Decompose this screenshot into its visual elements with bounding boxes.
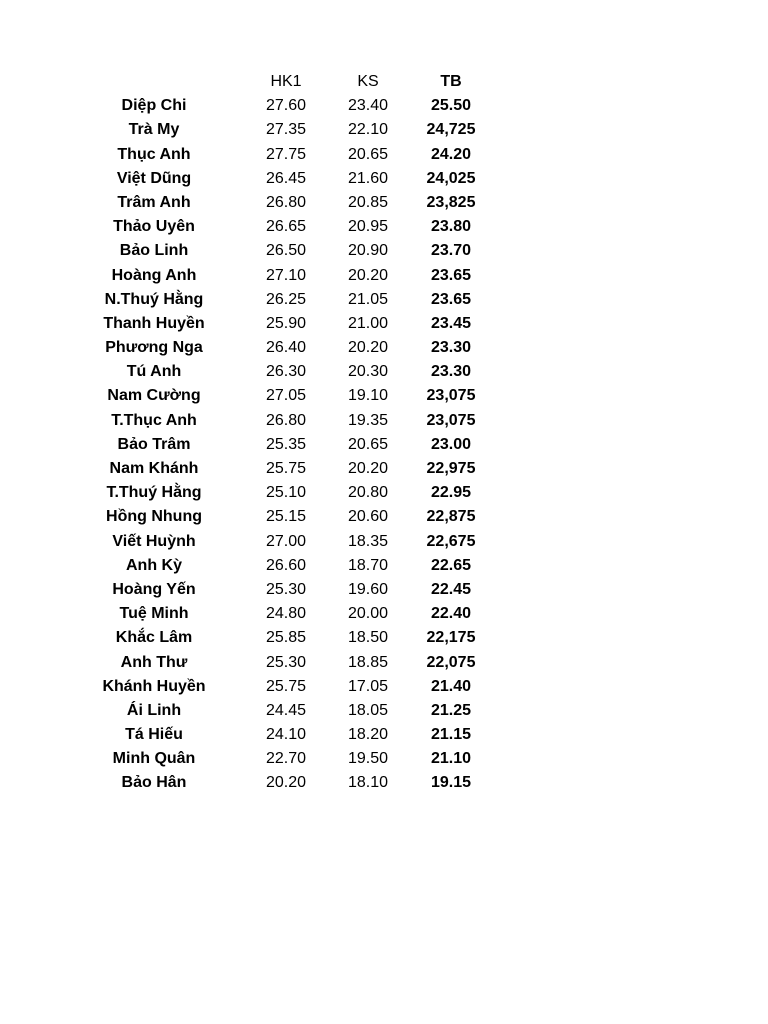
ks-score: 19.50 [347,750,389,768]
hk1-score: 24.45 [265,701,307,719]
tb-score: 22.65 [430,556,472,574]
tb-score: 23.45 [430,314,472,332]
tb-score: 22,875 [426,508,476,526]
ks-score: 18.20 [347,726,389,744]
student-name: Khánh Huyền [102,677,206,695]
student-name: Hồng Nhung [106,508,202,526]
ks-score: 20.90 [347,242,389,260]
tb-score: 23.80 [430,218,472,236]
hk1-score: 26.80 [265,193,307,211]
student-name: Hoàng Yến [112,580,196,598]
table-row [0,94,768,118]
student-name: Trâm Anh [117,193,191,211]
ks-score: 18.85 [347,653,389,671]
hk1-score: 25.30 [265,653,307,671]
tb-score: 22,975 [426,460,476,477]
student-name: Diệp Chi [121,97,187,115]
table-row [0,288,768,312]
header-hk1: HK1 [270,73,302,90]
ks-score: 21.60 [347,169,389,187]
hk1-score: 25.10 [265,484,307,502]
hk1-score: 27.00 [265,532,307,550]
hk1-score: 24.10 [265,726,307,744]
table-row [0,312,768,336]
header-tb: TB [440,73,462,90]
hk1-score: 27.35 [265,121,307,139]
header-ks: KS [357,73,379,90]
tb-score: 23.30 [430,339,472,357]
hk1-score: 26.30 [265,363,307,381]
table-row [0,143,768,167]
table-row [0,554,768,578]
student-name: Ái Linh [126,701,182,719]
hk1-score: 27.10 [265,266,307,284]
hk1-score: 25.30 [265,580,307,598]
score-table [0,70,768,796]
hk1-score: 25.75 [265,677,307,695]
hk1-score: 25.15 [265,508,307,526]
table-row [0,433,768,457]
ks-score: 20.80 [347,484,389,502]
student-name: Nam Khánh [109,460,199,477]
hk1-score: 26.60 [265,556,307,574]
hk1-score: 25.35 [265,435,307,453]
student-name: Nam Cường [107,387,201,405]
table-row [0,651,768,675]
tb-score: 21.40 [430,677,472,695]
tb-score: 23,825 [426,193,476,211]
hk1-score: 26.25 [265,290,307,308]
hk1-score: 25.75 [265,460,307,477]
ks-score: 20.65 [347,145,389,163]
table-row [0,699,768,723]
ks-score: 21.05 [347,290,389,308]
table-body [0,94,768,795]
tb-score: 23.65 [430,290,472,308]
student-name: Minh Quân [112,750,196,768]
tb-score: 25.50 [430,97,472,115]
table-row [0,384,768,408]
table-row [0,626,768,650]
student-name: Tuệ Minh [119,605,189,623]
student-name: Thảo Uyên [113,218,195,236]
tb-score: 23.70 [430,242,472,260]
hk1-score: 26.45 [265,169,307,187]
student-name: Thục Anh [117,145,191,163]
ks-score: 18.10 [347,774,389,792]
table-row [0,481,768,505]
tb-score: 22,075 [426,653,476,671]
table-row [0,360,768,384]
table-row [0,602,768,626]
table-row [0,723,768,747]
table-row [0,239,768,263]
table-row [0,771,768,795]
ks-score: 20.20 [347,460,389,477]
ks-score: 19.10 [347,387,389,405]
table-row [0,264,768,288]
hk1-score: 25.85 [265,629,307,647]
student-name: Phương Nga [105,339,203,357]
ks-score: 18.50 [347,629,389,647]
table-row [0,747,768,771]
table-row [0,118,768,142]
tb-score: 23.00 [430,435,472,453]
ks-score: 20.20 [347,339,389,357]
student-name: Anh Kỳ [126,556,182,574]
student-name: N.Thuý Hằng [104,290,204,308]
tb-score: 22,175 [426,629,476,647]
tb-score: 23.30 [430,363,472,381]
tb-score: 22.45 [430,580,472,598]
tb-score: 22,675 [426,532,476,550]
table-row [0,675,768,699]
student-name: Bảo Linh [119,242,189,260]
table-row [0,505,768,529]
table-row [0,336,768,360]
table-row [0,457,768,481]
ks-score: 20.95 [347,218,389,236]
table-header-row [0,70,768,94]
ks-score: 18.35 [347,532,389,550]
student-name: Hoàng Anh [111,266,197,284]
tb-score: 23,075 [426,411,476,429]
student-name: Tá Hiếu [125,726,183,744]
tb-score: 21.15 [430,726,472,744]
hk1-score: 27.60 [265,97,307,115]
ks-score: 18.70 [347,556,389,574]
ks-score: 20.00 [347,605,389,623]
table-row [0,578,768,602]
student-name: Trà My [128,121,180,139]
student-name: Tú Anh [126,363,182,381]
ks-score: 20.20 [347,266,389,284]
student-name: Anh Thư [120,653,188,671]
ks-score: 23.40 [347,97,389,115]
tb-score: 23.65 [430,266,472,284]
table-row [0,530,768,554]
ks-score: 20.65 [347,435,389,453]
table-row [0,167,768,191]
student-name: Khắc Lâm [115,629,193,647]
tb-score: 24,725 [426,121,476,139]
ks-score: 17.05 [347,677,389,695]
ks-score: 19.35 [347,411,389,429]
ks-score: 19.60 [347,580,389,598]
hk1-score: 26.50 [265,242,307,260]
table-row [0,409,768,433]
hk1-score: 24.80 [265,605,307,623]
hk1-score: 20.20 [265,774,307,792]
hk1-score: 22.70 [265,750,307,768]
tb-score: 23,075 [426,387,476,405]
tb-score: 19.15 [430,774,472,792]
hk1-score: 26.40 [265,339,307,357]
tb-score: 24,025 [426,169,476,187]
student-name: Việt Dũng [116,169,192,187]
tb-score: 24.20 [430,145,472,163]
table-row [0,191,768,215]
hk1-score: 25.90 [265,314,307,332]
student-name: T.Thục Anh [111,411,197,429]
ks-score: 20.85 [347,193,389,211]
hk1-score: 27.05 [265,387,307,405]
hk1-score: 27.75 [265,145,307,163]
tb-score: 22.95 [430,484,472,502]
table-row [0,215,768,239]
ks-score: 22.10 [347,121,389,139]
student-name: Thanh Huyền [103,314,205,332]
student-name: T.Thuý Hằng [106,484,202,502]
tb-score: 22.40 [430,605,472,623]
student-name: Bảo Hân [121,774,187,792]
tb-score: 21.25 [430,701,472,719]
ks-score: 20.60 [347,508,389,526]
hk1-score: 26.65 [265,218,307,236]
student-name: Viết Huỳnh [112,532,196,550]
ks-score: 21.00 [347,314,389,332]
ks-score: 20.30 [347,363,389,381]
ks-score: 18.05 [347,701,389,719]
tb-score: 21.10 [430,750,472,768]
student-name: Bảo Trâm [117,435,191,453]
hk1-score: 26.80 [265,411,307,429]
